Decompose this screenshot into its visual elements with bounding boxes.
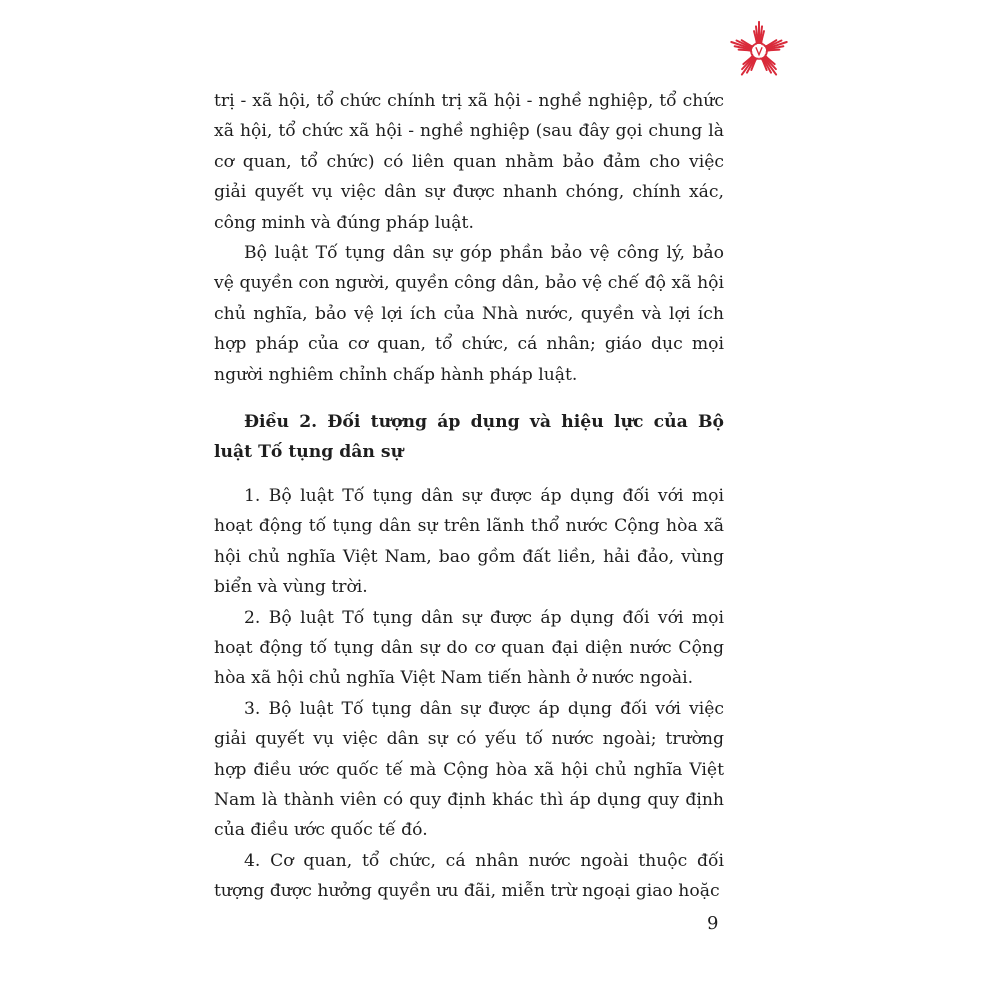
article-clause: 1. Bộ luật Tố tụng dân sự được áp dụng đối với mọi hoạt động tố tụng dân sự trên lãnh thổ nước Cộng hòa xã hội chủ nghĩa Việt Nam, bao gồm đất liền, hải đảo, vùng biển và vùng trời. — [214, 485, 724, 598]
red-star-emblem-icon — [728, 20, 790, 82]
article-heading: Điều 2. Đối tượng áp dụng và hiệu lực của Bộ luật Tố tụng dân sự — [214, 412, 724, 463]
article-clause: 2. Bộ luật Tố tụng dân sự được áp dụng đối với mọi hoạt động tố tụng dân sự do cơ quan đại diện nước Cộng hòa xã hội chủ nghĩa Việt Nam tiến hành ở nước ngoài. — [214, 607, 724, 689]
paragraph: Bộ luật Tố tụng dân sự góp phần bảo vệ công lý, bảo vệ quyền con người, quyền công dân, bảo vệ chế độ xã hội chủ nghĩa, bảo vệ lợi ích của Nhà nước, quyền và lợi ích hợp pháp của cơ quan, tổ chức, cá nhân; giáo dục mọi người nghiêm chỉnh chấp hành pháp luật. — [214, 243, 724, 385]
page-number: 9 — [707, 913, 719, 934]
article-clause: 3. Bộ luật Tố tụng dân sự được áp dụng đối với việc giải quyết vụ việc dân sự có yếu tố nước ngoài; trường hợp điều ước quốc tế mà Cộng hòa xã hội chủ nghĩa Việt Nam là thành viên có quy định khác thì áp dụng quy định của điều ước quốc tế đó. — [214, 698, 724, 841]
paragraph-continuation: trị - xã hội, tổ chức chính trị xã hội - nghề nghiệp, tổ chức xã hội, tổ chức xã hội - nghề nghiệp (sau đây gọi chung là cơ quan, tổ chức) có liên quan nhằm bảo đảm cho việc giải quyết vụ việc dân sự được nhanh chóng, chính xác, công minh và đúng pháp luật. — [214, 91, 724, 233]
article-clause: 4. Cơ quan, tổ chức, cá nhân nước ngoài thuộc đối tượng được hưởng quyền ưu đãi, miễn trừ ngoại giao hoặc — [214, 850, 724, 902]
page-content — [214, 86, 724, 907]
